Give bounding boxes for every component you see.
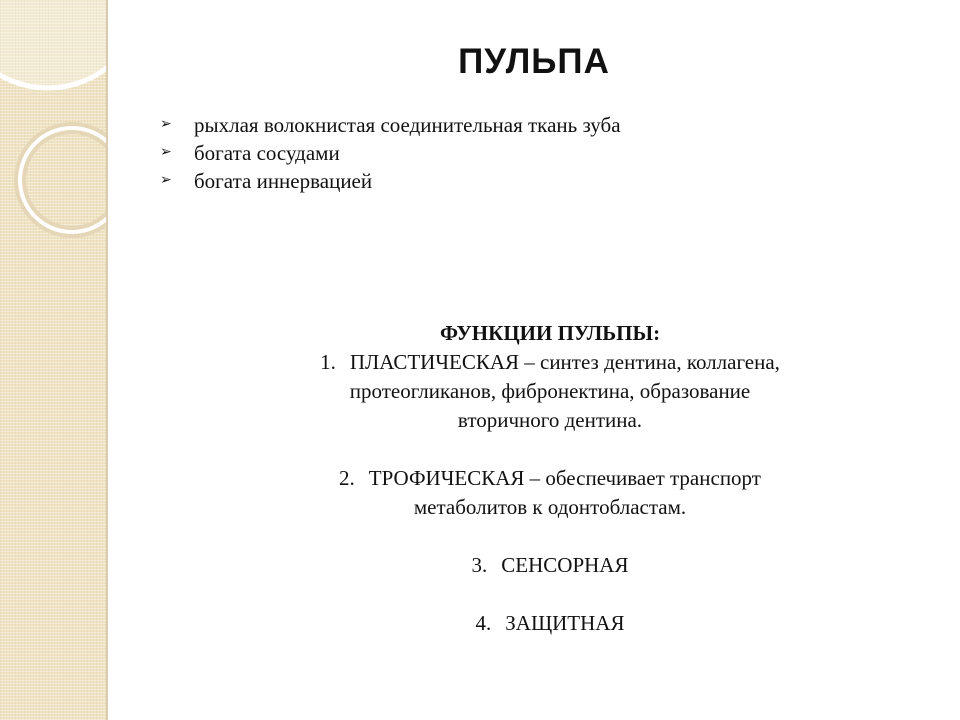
decor-ring-large bbox=[0, 0, 106, 88]
decor-ring-medium-highlight bbox=[20, 128, 106, 232]
function-line: ТРОФИЧЕСКАЯ – обеспечивает транспорт bbox=[368, 466, 761, 490]
function-line: ПЛАСТИЧЕСКАЯ – синтез дентина, коллагена, bbox=[349, 350, 780, 374]
spacer bbox=[250, 435, 850, 464]
functions-section bbox=[250, 319, 850, 638]
bullet-text: богата иннервацией bbox=[194, 169, 373, 193]
bullet-item bbox=[160, 111, 621, 139]
function-item-trophic bbox=[250, 464, 850, 522]
function-line: вторичного дентина. bbox=[457, 408, 643, 432]
function-number: 4. bbox=[475, 611, 492, 635]
bullet-text: богата сосудами bbox=[194, 141, 340, 165]
side-panel-edge bbox=[106, 0, 108, 720]
function-line: метаболитов к одонтобластам. bbox=[413, 495, 687, 519]
bullet-item bbox=[160, 139, 621, 167]
function-line: ЗАЩИТНАЯ bbox=[505, 611, 625, 635]
spacer bbox=[250, 580, 850, 609]
function-number: 1. bbox=[320, 350, 336, 374]
decorative-side-panel bbox=[0, 0, 106, 720]
function-line: СЕНСОРНАЯ bbox=[501, 553, 629, 577]
function-item-plastic bbox=[250, 348, 850, 435]
spacer bbox=[250, 522, 850, 551]
function-number: 3. bbox=[471, 553, 488, 577]
function-number: 2. bbox=[339, 466, 355, 490]
arrow-right-icon: ➢ bbox=[160, 145, 172, 160]
function-line: протеогликанов, фибронектина, образование bbox=[349, 379, 751, 403]
function-item-protective bbox=[250, 609, 850, 638]
decorative-rings bbox=[0, 0, 106, 720]
bullet-list bbox=[160, 111, 621, 195]
function-item-sensory bbox=[250, 551, 850, 580]
arrow-right-icon: ➢ bbox=[160, 173, 172, 188]
arrow-right-icon: ➢ bbox=[160, 117, 172, 132]
functions-heading: ФУНКЦИИ ПУЛЬПЫ: bbox=[439, 321, 661, 345]
slide-title: ПУЛЬПА bbox=[458, 42, 610, 81]
bullet-item bbox=[160, 167, 621, 195]
bullet-text: рыхлая волокнистая соединительная ткань зуба bbox=[194, 113, 621, 137]
